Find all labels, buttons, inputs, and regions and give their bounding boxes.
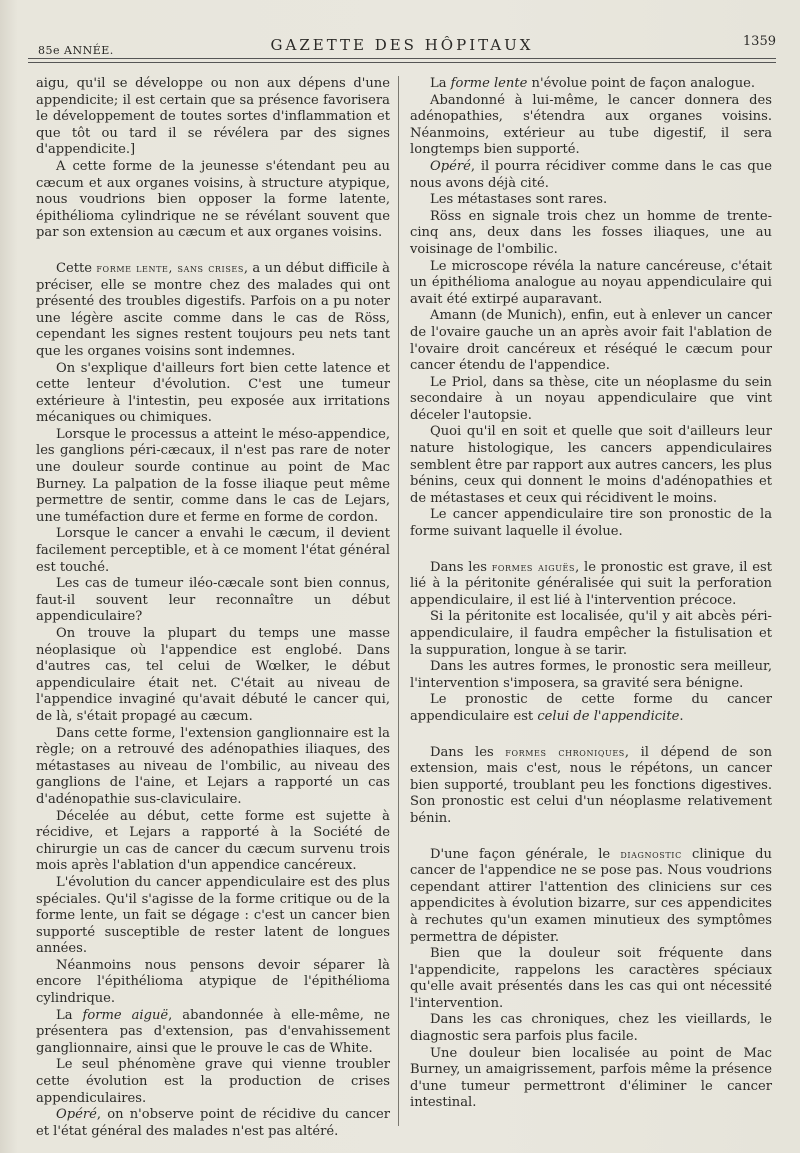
paragraph: L'évolution du cancer appendiculaire est des plus spéciales. Qu'il s'agisse de la forme critique ou de la forme lente, un fait se dégage : c'est un cancer bien supporté susceptible de rester latent de longues années. [36,874,390,957]
paragraph: D'une façon générale, le diagnostic clinique du cancer de l'appendice ne se pose pas. Nous voudrions cependant attirer l'attention des cliniciens sur ces appendicites à évolution bizarre, sur ces appendicites à rechutes qu'un examen minutieux des symptômes permettra de dépister. [410,846,772,945]
header-rule [28,62,776,63]
paragraph: Une douleur bien localisée au point de Mac Burney, un amaigrissement, parfois même la présence d'une tumeur permettront d'éliminer le cancer intestinal. [410,1045,772,1111]
paragraph: Les métastases sont rares. [430,192,608,208]
paragraph: Röss en signale trois chez un homme de trente-cinq ans, deux dans les fosses iliaques, une au voisinage de l'ombilic. [410,208,772,257]
paragraph: Opéré, on n'observe point de récidive du cancer et l'état général des malades n'est pas altéré. [36,1107,390,1139]
paragraph: On trouve la plupart du temps une masse néoplasique où l'appendice est englobé. Dans d'autres cas, tel celui de Wœlker, le début appendiculaire était net. C'était au niveau de l'appendice invaginé qu'avait débuté le cancer qui, de là, s'était propagé au cæcum. [36,626,390,724]
paragraph: Dans les autres formes, le pronostic sera meilleur, l'intervention s'imposera, sa gravité sera bénigne. [410,659,772,691]
volume-label: 85e ANNÉE. [38,44,114,57]
section-keyword: formes aiguës [491,559,576,574]
paragraph: Abandonné à lui-même, le cancer donnera des adénopathies, s'étendra aux organes voisins. Néanmoins, extérieur au tube digestif, il sera longtemps bien supporté. [410,92,772,158]
paragraph: Dans les cas chroniques, chez les vieillards, le diagnostic sera parfois plus facile. [410,1012,772,1045]
column-divider [398,76,399,1126]
paragraph: La forme lente n'évolue point de façon analogue. [430,76,756,91]
paragraph: Opéré, il pourra récidiver comme dans le cas que nous avons déjà cité. [410,158,772,191]
section-keyword: forme lente, sans crises [96,260,244,275]
paragraph: On s'explique d'ailleurs fort bien cette latence et cette lenteur d'évolution. C'est une tumeur extérieure à l'intestin, peu exposée aux irritations mécaniques ou chimiques. [36,360,390,426]
paragraph: Décelée au début, cette forme est sujette à récidive, et Lejars a rapporté à la Société de chirurgie un cas de cancer du cæcum survenu trois mois après l'ablation d'un appendice cancéreux. [36,808,390,874]
paragraph: Dans les formes aiguës, le pronostic est grave, il est lié à la péritonite généralisée qui suit la perforation appendiculaire, il est lié à l'intervention précoce. [410,559,772,608]
paragraph: Les cas de tumeur iléo-cæcale sont bien connus, faut-il souvent leur reconnaître un début appendiculaire? [36,576,390,625]
paragraph: Lorsque le cancer a envahi le cæcum, il devient facilement perceptible, et à ce moment l'état général est touché. [36,526,390,575]
paragraph: Quoi qu'il en soit et quelle que soit d'ailleurs leur nature histologique, les cancers appendiculaires semblent être par rapport aux autres cancers, les plus bénins, ceux qui donnent le moins d'adénopathies et de métastases et ceux qui récidivent le moins. [410,424,772,506]
paragraph: Bien que la douleur soit fréquente dans l'appendicite, rappelons les caractères spéciaux qu'elle avait présentés dans les cas qui ont nécessité l'intervention. [410,946,772,1011]
paragraph: aigu, qu'il se développe ou non aux dépens d'une appendicite; il est certain que sa présence favorisera le développement de toutes sortes d'inflammation et que tôt ou tard il se révélera par des signes d'appendicite.] [36,76,390,158]
paragraph: Le microscope révéla la nature cancéreuse, c'était un épithélioma analogue au noyau appendiculaire qui avait été extirpé auparavant. [410,258,772,307]
left-column [36,76,390,1140]
page-number: 1359 [742,34,776,49]
paragraph: Lorsque le processus a atteint le méso-appendice, les ganglions péri-cæcaux, il n'est pas rare de noter une douleur sourde continue au point de Mac Burney. La palpation de la fosse iliaque peut même permettre de sentir, comme dans le cas de Lejars, une tuméfaction dure et ferme en forme de cordon. [36,426,390,525]
paragraph: La forme aiguë, abandonnée à elle-même, ne présentera pas d'extension, pas d'envahissement ganglionnaire, ainsi que le prouve le cas de White. [36,1007,390,1056]
section-keyword: formes chroniques [505,744,625,759]
paragraph: Le seul phénomène grave qui vienne troubler cette évolution est la production de crises appendiculaires. [36,1057,390,1106]
paragraph: Le Priol, dans sa thèse, cite un néoplasme du sein secondaire à un noyau appendiculaire que vint déceler l'autopsie. [410,374,772,423]
journal-title: GAZETTE DES HÔPITAUX [270,36,534,54]
paragraph: Néanmoins nous pensons devoir séparer là encore l'épithélioma atypique de l'épithélioma cylindrique. [36,957,390,1007]
section-keyword: diagnostic [620,846,682,861]
paragraph: Dans cette forme, l'extension ganglionnaire est la règle; on a retrouvé des adénopathies iliaques, des métastases au niveau de l'ombilic, au niveau des ganglions de l'aine, et Lejars a rapporté un cas d'adénopathie sus-claviculaire. [36,725,390,807]
paragraph: A cette forme de la jeunesse s'étendant peu au cæcum et aux organes voisins, à structure atypique, nous voudrions bien opposer la forme latente, épithélioma cylindrique ne se révélant souvent que par son extension au cæcum et aux organes voisins. [36,158,390,241]
paragraph: Cette forme lente, sans crises, a un début difficile à préciser, elle se montre chez des malades qui ont présenté des troubles digestifs. Parfois on a pu noter une légère ascite comme dans le cas de Röss, cependant les signes restent toujours peu nets tant que les organes voisins sont indemnes. [36,260,390,359]
paragraph: Dans les formes chroniques, il dépend de son extension, mais c'est, nous le répétons, un cancer bien supporté, troublant peu les fonctions digestives. Son pronostic est celui d'un néoplasme relativement bénin. [410,744,773,826]
paragraph: Si la péritonite est localisée, qu'il y ait abcès péri-appendiculaire, il faudra empêcher la fistulisation et la suppuration, longue à se tarir. [410,609,772,658]
running-header [28,32,776,59]
paragraph: Le cancer appendiculaire tire son pronostic de la forme suivant laquelle il évolue. [410,507,772,540]
paragraph: Amann (de Munich), enfin, eut à enlever un cancer de l'ovaire gauche un an après avoir fait l'ablation de l'ovaire droit cancéreux et réséqué le cæcum pour cancer étendu de l'appendice. [410,308,772,374]
paragraph: Le pronostic de cette forme du cancer appendiculaire est celui de l'appendicite. [410,692,772,724]
right-column [410,76,772,1112]
